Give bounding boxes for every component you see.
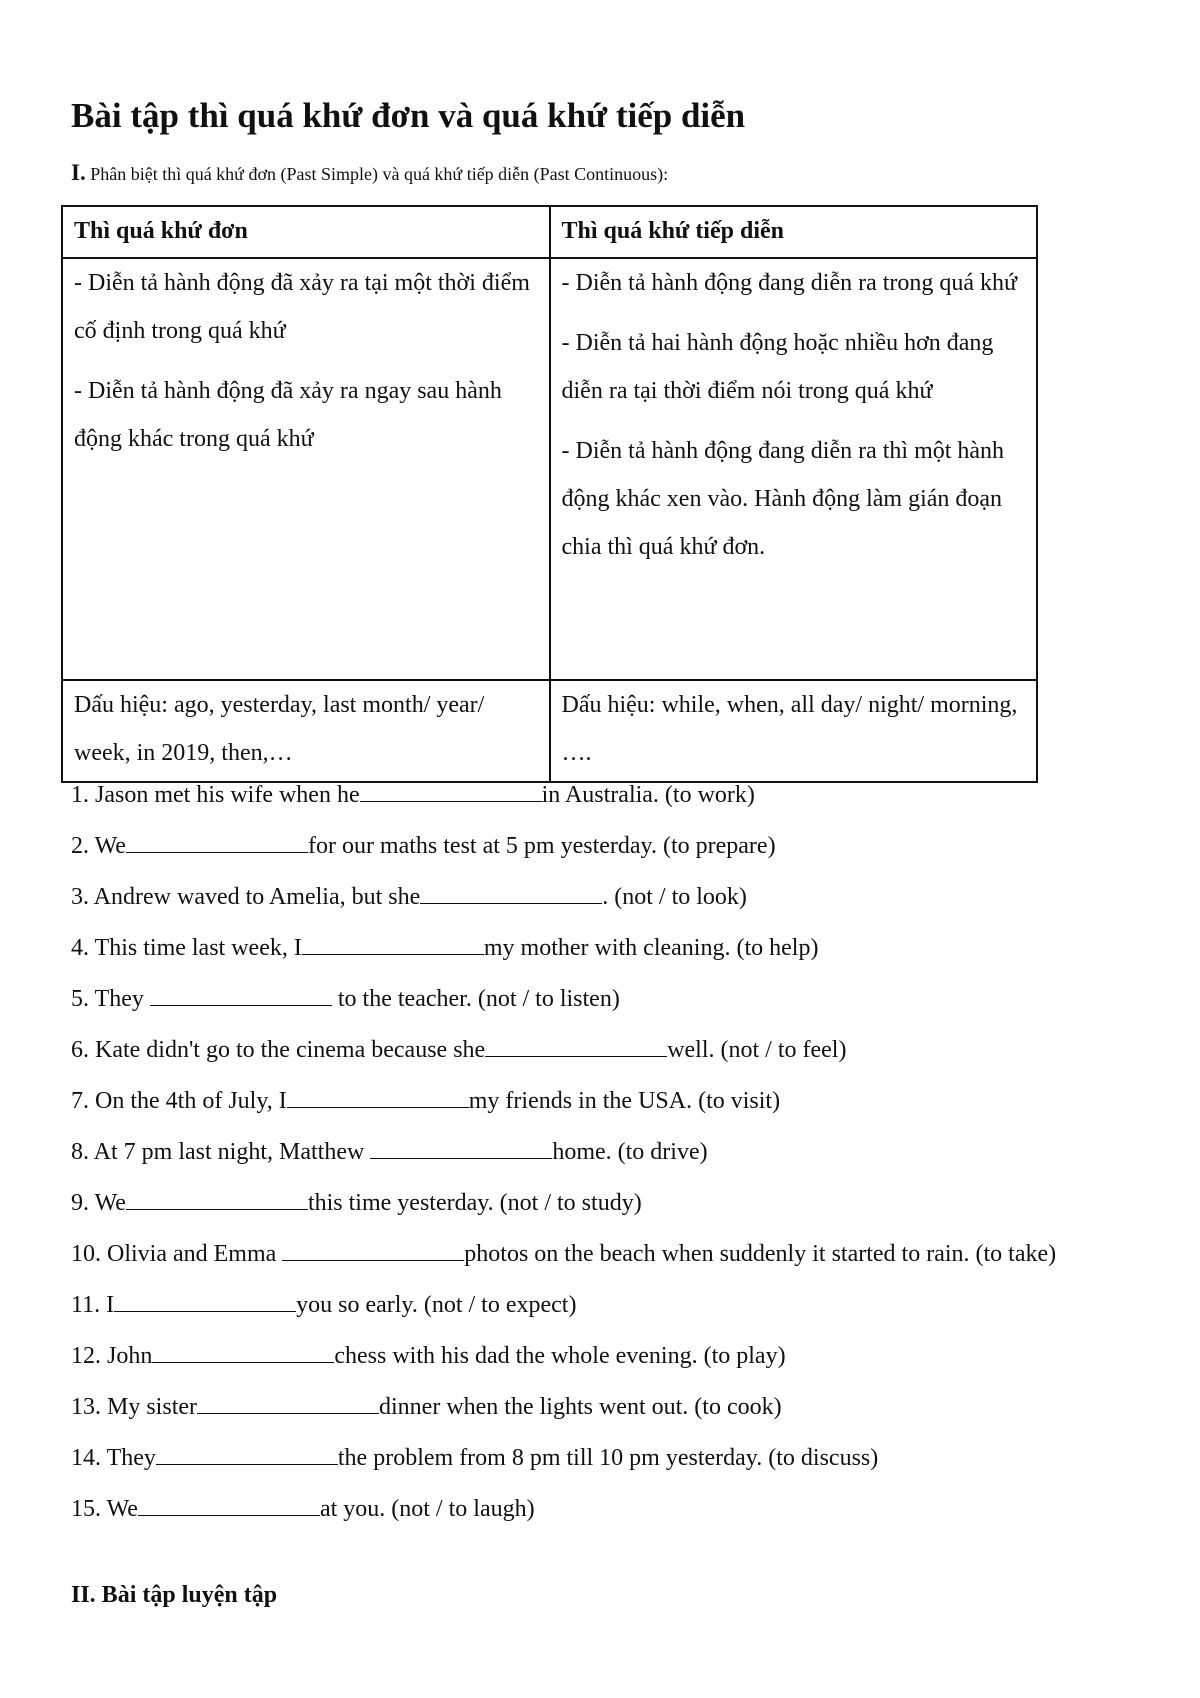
answer-blank[interactable]	[138, 1493, 320, 1516]
answer-blank[interactable]	[420, 881, 602, 904]
exercise-item	[71, 1441, 1131, 1476]
exercise-text-before: 5. They	[71, 986, 150, 1012]
exercise-text-before: 12. John	[71, 1343, 153, 1369]
exercise-text-before: 6. Kate didn't go to the cinema because she	[71, 1037, 486, 1063]
answer-blank[interactable]	[126, 830, 308, 853]
answer-blank[interactable]	[360, 779, 542, 802]
exercise-item	[71, 1288, 1131, 1323]
exercise-text-before: 8. At 7 pm last night, Matthew	[71, 1139, 371, 1165]
exercise-text-before: 14. They	[71, 1445, 156, 1471]
exercise-text-after: well. (not / to feel)	[667, 1037, 847, 1063]
exercise-item	[71, 1237, 1131, 1272]
exercise-text-after: the problem from 8 pm till 10 pm yesterday. (to discuss)	[337, 1445, 879, 1471]
comparison-table	[61, 205, 1038, 783]
exercise-item	[71, 880, 1131, 915]
exercise-text-after: my friends in the USA. (to visit)	[468, 1088, 781, 1114]
exercise-item	[71, 982, 1131, 1017]
past-continuous-uses	[550, 258, 1038, 680]
exercise-item	[71, 1390, 1131, 1425]
exercise-item	[71, 778, 1131, 813]
answer-blank[interactable]	[126, 1187, 308, 1210]
exercise-text-before: 4. This time last week, I	[71, 935, 302, 961]
exercise-text-after: you so early. (not / to expect)	[296, 1292, 577, 1318]
exercise-text-after: for our maths test at 5 pm yesterday. (to prepare)	[307, 833, 776, 859]
exercise-list	[71, 778, 1131, 1543]
exercise-text-after: at you. (not / to laugh)	[319, 1496, 535, 1522]
page-title: Bài tập thì quá khứ đơn và quá khứ tiếp diễn	[71, 96, 746, 135]
exercise-item	[71, 1033, 1131, 1068]
exercise-text-before: 3. Andrew waved to Amelia, but she	[71, 884, 421, 910]
exercise-item	[71, 829, 1131, 864]
past-simple-use: - Diễn tả hành động đã xảy ra tại một thời điểm cố định trong quá khứ	[74, 270, 530, 344]
exercise-text-after: my mother with cleaning. (to help)	[483, 935, 819, 961]
past-continuous-use: - Diễn tả hai hành động hoặc nhiều hơn đang diễn ra tại thời điểm nói trong quá khứ	[561, 330, 994, 404]
exercise-text-after: home. (to drive)	[552, 1139, 708, 1165]
answer-blank[interactable]	[287, 1085, 469, 1108]
section-1-numeral: I.	[71, 160, 86, 185]
exercise-item	[71, 1492, 1131, 1527]
table-signals-row	[62, 680, 1037, 782]
answer-blank[interactable]	[197, 1391, 379, 1414]
answer-blank[interactable]	[114, 1289, 296, 1312]
exercise-text-after: . (not / to look)	[602, 884, 747, 910]
exercise-text-before: 2. We	[71, 833, 126, 859]
exercise-text-after: dinner when the lights went out. (to cook)	[379, 1394, 782, 1420]
answer-blank[interactable]	[485, 1034, 667, 1057]
past-simple-uses	[62, 258, 550, 680]
exercise-text-after: to the teacher. (not / to listen)	[331, 986, 620, 1012]
exercise-text-before: 9. We	[71, 1190, 126, 1216]
past-simple-signals: Dấu hiệu: ago, yesterday, last month/ year/ week, in 2019, then,…	[62, 680, 550, 782]
answer-blank[interactable]	[370, 1136, 552, 1159]
answer-blank[interactable]	[302, 932, 484, 955]
section-1-heading	[71, 160, 668, 186]
exercise-item	[71, 931, 1131, 966]
exercise-text-before: 10. Olivia and Emma	[71, 1241, 283, 1267]
exercise-text-before: 1. Jason met his wife when he	[71, 782, 360, 808]
past-continuous-use: - Diễn tả hành động đang diễn ra trong quá khứ	[561, 270, 1018, 296]
exercise-item	[71, 1186, 1131, 1221]
exercise-text-before: 13. My sister	[71, 1394, 197, 1420]
answer-blank[interactable]	[282, 1238, 464, 1261]
exercise-text-after: photos on the beach when suddenly it started to rain. (to take)	[464, 1241, 1057, 1267]
answer-blank[interactable]	[150, 983, 332, 1006]
answer-blank[interactable]	[152, 1340, 334, 1363]
table-header-row	[62, 206, 1037, 258]
table-uses-row	[62, 258, 1037, 680]
exercise-text-before: 11. I	[71, 1292, 115, 1318]
exercise-item	[71, 1084, 1131, 1119]
exercise-text-before: 15. We	[71, 1496, 138, 1522]
exercise-text-after: this time yesterday. (not / to study)	[307, 1190, 642, 1216]
exercise-text-after: in Australia. (to work)	[541, 782, 755, 808]
exercise-text-before: 7. On the 4th of July, I	[71, 1088, 287, 1114]
past-continuous-signals: Dấu hiệu: while, when, all day/ night/ morning, ….	[550, 680, 1038, 782]
header-past-simple: Thì quá khứ đơn	[62, 206, 550, 258]
past-continuous-use: - Diễn tả hành động đang diễn ra thì một hành động khác xen vào. Hành động làm gián đoạn chia thì quá khứ đơn.	[561, 438, 1005, 560]
section-1-text: Phân biệt thì quá khứ đơn (Past Simple) và quá khứ tiếp diễn (Past Continuous):	[90, 164, 669, 184]
exercise-item	[71, 1339, 1131, 1374]
past-simple-use: - Diễn tả hành động đã xảy ra ngay sau hành động khác trong quá khứ	[74, 378, 502, 452]
answer-blank[interactable]	[156, 1442, 338, 1465]
header-past-continuous: Thì quá khứ tiếp diễn	[550, 206, 1038, 258]
exercise-text-after: chess with his dad the whole evening. (to play)	[334, 1343, 786, 1369]
section-2-heading: II. Bài tập luyện tập	[71, 1582, 278, 1608]
exercise-item	[71, 1135, 1131, 1170]
